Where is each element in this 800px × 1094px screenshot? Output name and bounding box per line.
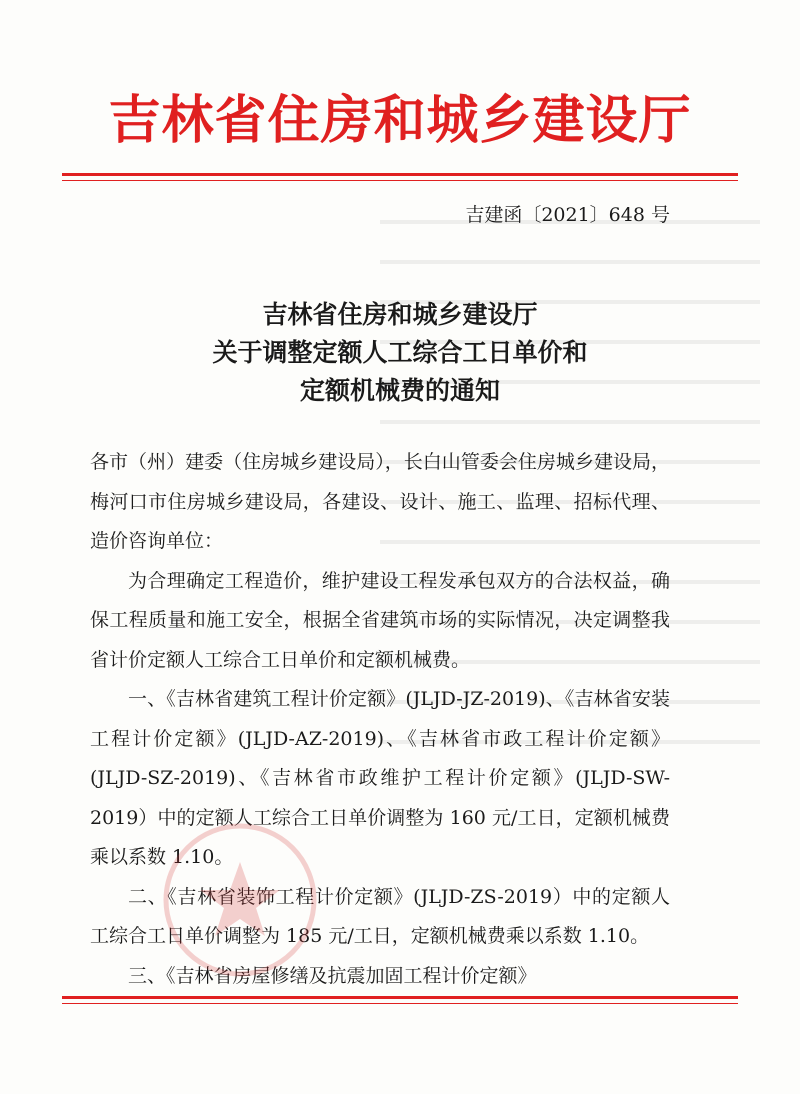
footer-rule-thick xyxy=(62,996,738,999)
title-line-1: 吉林省住房和城乡建设厅 xyxy=(262,300,538,329)
title-line-2: 关于调整定额人工综合工日单价和 xyxy=(212,338,588,367)
letterhead-rule-thick xyxy=(62,173,738,176)
document-title xyxy=(0,296,800,410)
letterhead-rule-thin xyxy=(62,180,738,181)
title-line-3: 定额机械费的通知 xyxy=(299,376,500,405)
item-3-paragraph: 三、《吉林省房屋修缮及抗震加固工程计价定额》 xyxy=(128,964,537,987)
document-number: 吉建函〔2021〕648 号 xyxy=(465,204,670,226)
official-seal-bleed xyxy=(160,820,320,980)
item-2-paragraph: 二、《吉林省装饰工程计价定额》(JLJD-ZS-2019）中的定额人工综合工日单价调整为 185 元/工日，定额机械费乘以系数 1.10。 xyxy=(90,885,670,947)
footer-rule-thin xyxy=(62,1003,738,1004)
letterhead-title: 吉林省住房和城乡建设厅 xyxy=(108,90,692,151)
item-1-paragraph: 一、《吉林省建筑工程计价定额》(JLJD-JZ-2019)、《吉林省安装工程计价定额》(JLJD-AZ-2019)、《吉林省市政工程计价定额》(JLJD-SZ-2019)、《吉林省市政维护工程计价定额》(JLJD-SW-2019）中的定额人工综合工日单价调整为 160 元/工日，定额机械费乘以系数 1.10。 xyxy=(90,688,670,868)
addressee-paragraph: 各市（州）建委（住房城乡建设局），长白山管委会住房城乡建设局，梅河口市住房城乡建设局，各建设、设计、施工、监理、招标代理、造价咨询单位： xyxy=(90,451,670,552)
intro-paragraph: 为合理确定工程造价，维护建设工程发承包双方的合法权益，确保工程质量和施工安全，根据全省建筑市场的实际情况，决定调整我省计价定额人工综合工日单价和定额机械费。 xyxy=(90,569,670,671)
